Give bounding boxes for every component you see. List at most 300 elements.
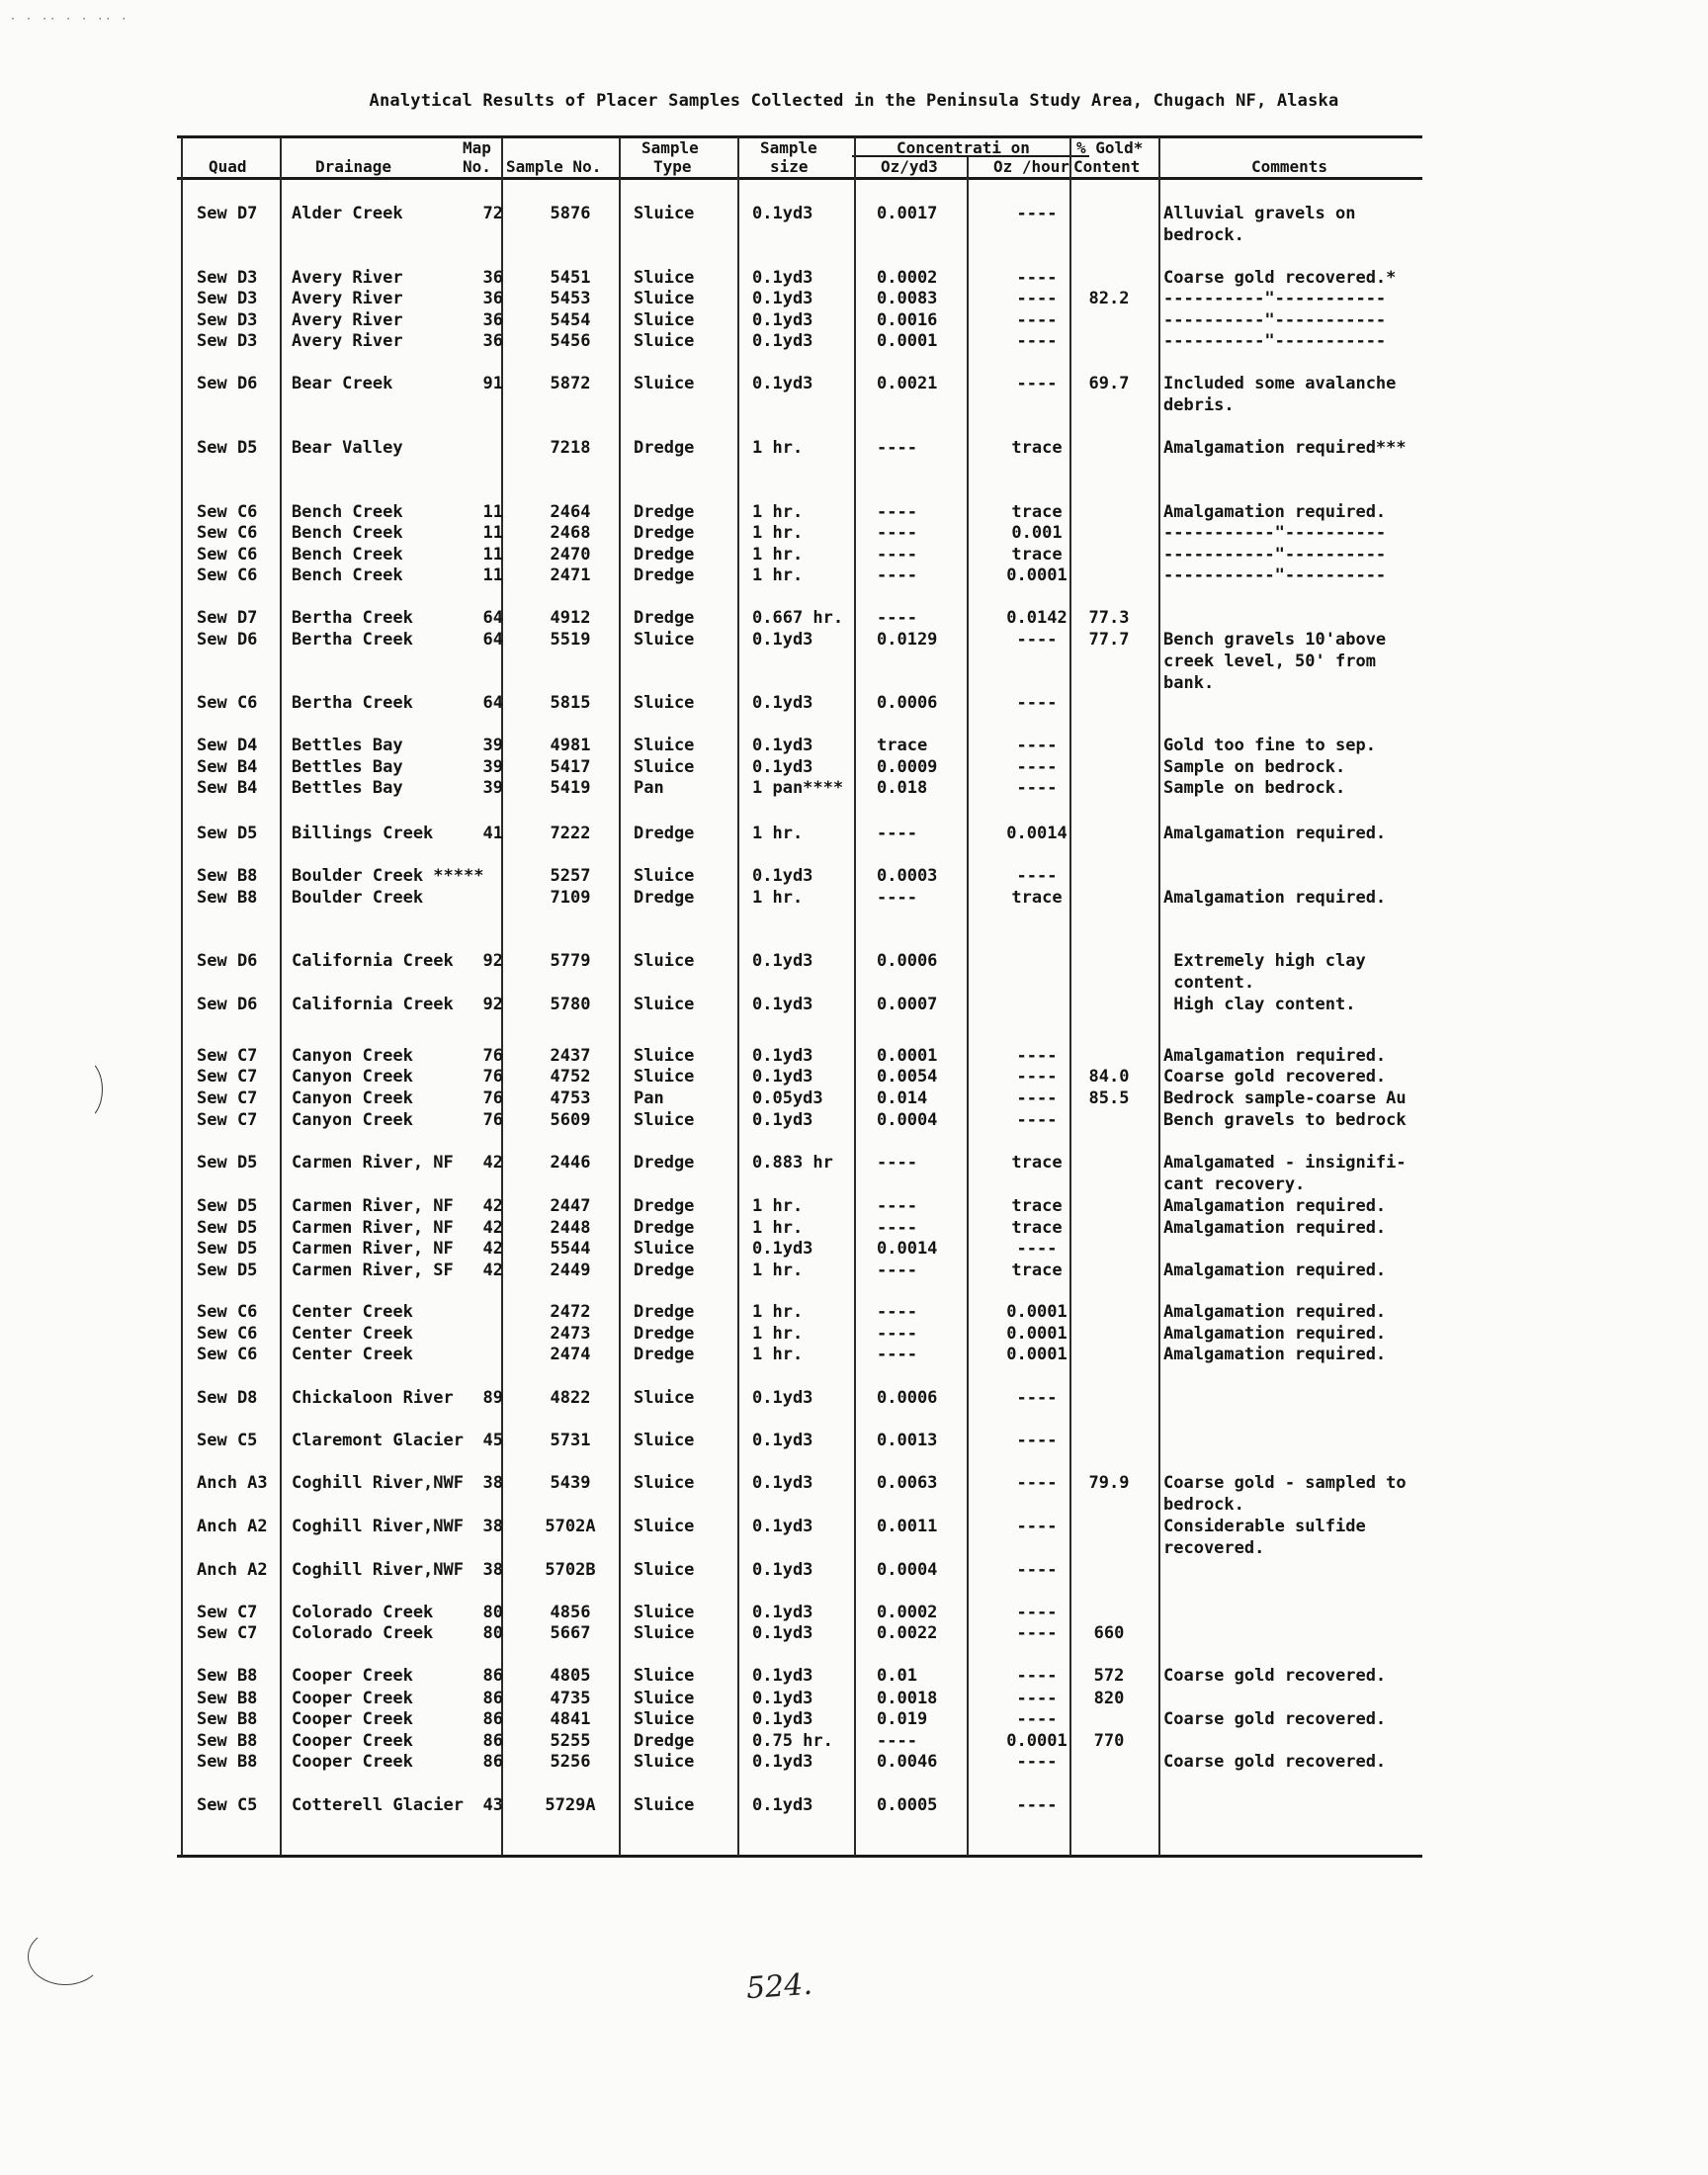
cell-sample-size: 0.1yd3 <box>752 1517 813 1536</box>
cell-comment-continued: bedrock. <box>1163 1495 1244 1515</box>
cell-sample-size: 1 hr. <box>752 824 804 843</box>
cell-oz-per-yd3: 0.0063 <box>877 1473 938 1493</box>
cell-comment: Amalgamation required. <box>1163 1324 1387 1344</box>
cell-quad: Sew C6 <box>197 1345 258 1364</box>
cell-drainage: Bertha Creek <box>292 693 413 713</box>
header-sample-size-2: size <box>770 157 809 176</box>
cell-drainage: California Creek <box>292 995 454 1014</box>
cell-oz-per-hour: ---- <box>1016 757 1058 777</box>
cell-sample-size: 1 hr. <box>752 1324 804 1344</box>
table-row <box>177 267 1422 289</box>
cell-oz-per-hour: trace <box>1011 438 1063 458</box>
cell-sample-no: 5609 <box>550 1110 591 1130</box>
cell-sample-no: 4735 <box>550 1689 591 1708</box>
cell-oz-per-yd3: 0.0006 <box>877 951 938 971</box>
cell-comment: -----------"---------- <box>1163 523 1387 543</box>
cell-sample-type: Dredge <box>634 566 695 585</box>
cell-map-no: 86 <box>482 1666 503 1686</box>
cell-sample-type: Sluice <box>634 1795 695 1815</box>
cell-sample-type: Sluice <box>634 951 695 971</box>
table-row <box>177 1195 1422 1217</box>
cell-map-no: 89 <box>482 1388 503 1408</box>
cell-quad: Sew D6 <box>197 374 258 393</box>
cell-map-no: 42 <box>482 1261 503 1280</box>
cell-sample-type: Dredge <box>634 1153 695 1173</box>
cell-oz-per-hour: ---- <box>1016 268 1058 288</box>
cell-gold-content: 820 <box>1093 1689 1125 1708</box>
cell-quad: Sew B8 <box>197 866 258 886</box>
cell-sample-no: 4981 <box>550 736 591 755</box>
cell-sample-type: Dredge <box>634 824 695 843</box>
cell-sample-type: Sluice <box>634 289 695 308</box>
cell-quad: Anch A2 <box>197 1560 268 1580</box>
cell-map-no: 92 <box>482 995 503 1014</box>
cell-sample-no: 5779 <box>550 951 591 971</box>
cell-sample-type: Sluice <box>634 995 695 1014</box>
cell-sample-size: 0.1yd3 <box>752 1623 813 1643</box>
cell-sample-type: Sluice <box>634 1623 695 1643</box>
table-row <box>177 950 1422 993</box>
cell-quad: Sew C6 <box>197 566 258 585</box>
cell-sample-type: Dredge <box>634 888 695 908</box>
table-row <box>177 1088 1422 1109</box>
cell-sample-no: 7109 <box>550 888 591 908</box>
cell-quad: Sew B8 <box>197 1731 258 1751</box>
cell-sample-no: 5729A <box>545 1795 596 1815</box>
cell-drainage: Chickaloon River <box>292 1388 454 1408</box>
cell-map-no: 42 <box>482 1218 503 1238</box>
cell-drainage: Carmen River, SF <box>292 1261 454 1280</box>
cell-sample-type: Sluice <box>634 693 695 713</box>
cell-oz-per-yd3: ---- <box>877 1302 917 1322</box>
cell-quad: Sew C6 <box>197 693 258 713</box>
cell-gold-content: 69.7 <box>1088 374 1130 393</box>
cell-oz-per-hour: trace <box>1011 545 1063 565</box>
header-sample-type-1: Sample <box>641 138 699 157</box>
cell-drainage: Center Creek <box>292 1324 413 1344</box>
cell-sample-type: Sluice <box>634 736 695 755</box>
cell-drainage: Bertha Creek <box>292 608 413 628</box>
cell-map-no: 42 <box>482 1153 503 1173</box>
cell-sample-size: 1 hr. <box>752 502 804 522</box>
punch-hole-mark <box>28 1928 103 1985</box>
cell-comment-continued: creek level, 50' from <box>1163 652 1376 671</box>
table-row <box>177 309 1422 331</box>
table-row <box>177 1430 1422 1451</box>
table-row <box>177 330 1422 352</box>
cell-oz-per-hour: ---- <box>1016 778 1058 798</box>
cell-sample-type: Pan <box>634 778 664 798</box>
cell-map-no: 41 <box>482 824 503 843</box>
cell-oz-per-yd3: 0.0004 <box>877 1560 938 1580</box>
cell-oz-per-yd3: ---- <box>877 566 917 585</box>
cell-oz-per-hour: ---- <box>1016 1795 1058 1815</box>
header-sample-size-1: Sample <box>760 138 817 157</box>
results-table <box>177 135 1422 1857</box>
cell-sample-no: 5419 <box>550 778 591 798</box>
cell-sample-type: Sluice <box>634 1046 695 1066</box>
cell-map-no: 11 <box>482 566 503 585</box>
cell-sample-type: Sluice <box>634 268 695 288</box>
cell-sample-no: 5702A <box>545 1517 596 1536</box>
cell-map-no: 92 <box>482 951 503 971</box>
cell-quad: Sew C5 <box>197 1431 258 1450</box>
cell-oz-per-yd3: 0.0021 <box>877 374 938 393</box>
cell-sample-no: 5872 <box>550 374 591 393</box>
cell-map-no: 38 <box>482 1473 503 1493</box>
cell-sample-size: 0.1yd3 <box>752 268 813 288</box>
cell-oz-per-yd3: ---- <box>877 1324 917 1344</box>
cell-oz-per-hour: ---- <box>1016 1752 1058 1772</box>
cell-drainage: Bear Creek <box>292 374 393 393</box>
cell-map-no: 45 <box>482 1431 503 1450</box>
cell-gold-content: 572 <box>1093 1666 1125 1686</box>
cell-sample-no: 2470 <box>550 545 591 565</box>
table-row <box>177 1794 1422 1816</box>
cell-sample-no: 2473 <box>550 1324 591 1344</box>
cell-drainage: Cooper Creek <box>292 1731 413 1751</box>
cell-oz-per-yd3: ---- <box>877 1731 917 1751</box>
cell-sample-size: 0.883 hr <box>752 1153 833 1173</box>
cell-quad: Sew C6 <box>197 523 258 543</box>
scan-specks: · · ·· · · ·· · <box>10 14 129 25</box>
cell-map-no: 76 <box>482 1046 503 1066</box>
table-row <box>177 865 1422 887</box>
cell-sample-no: 2447 <box>550 1196 591 1216</box>
cell-oz-per-hour: ---- <box>1016 693 1058 713</box>
cell-comment: Bedrock sample-coarse Au <box>1163 1088 1407 1108</box>
cell-quad: Sew C6 <box>197 1302 258 1322</box>
cell-comment: Coarse gold - sampled to <box>1163 1473 1407 1493</box>
cell-sample-type: Sluice <box>634 1752 695 1772</box>
table-row <box>177 1622 1422 1644</box>
cell-map-no: 36 <box>482 268 503 288</box>
cell-drainage: Carmen River, NF <box>292 1218 454 1238</box>
cell-quad: Sew B8 <box>197 1666 258 1686</box>
cell-comment: Coarse gold recovered.* <box>1163 268 1397 288</box>
cell-sample-no: 5451 <box>550 268 591 288</box>
cell-map-no: 38 <box>482 1560 503 1580</box>
cell-map-no: 11 <box>482 545 503 565</box>
cell-comment: -----------"---------- <box>1163 566 1387 585</box>
cell-oz-per-hour: ---- <box>1016 1110 1058 1130</box>
cell-quad: Sew D5 <box>197 1239 258 1259</box>
table-row <box>177 1602 1422 1623</box>
cell-sample-no: 2468 <box>550 523 591 543</box>
cell-drainage: Cooper Creek <box>292 1689 413 1708</box>
cell-drainage: Bettles Bay <box>292 736 403 755</box>
cell-oz-per-hour: ---- <box>1016 1689 1058 1708</box>
cell-comment: -----------"---------- <box>1163 545 1387 565</box>
cell-comment: Extremely high clay <box>1163 951 1366 971</box>
cell-quad: Sew D5 <box>197 1218 258 1238</box>
page-number: 524. <box>744 1966 813 2007</box>
cell-oz-per-hour: ---- <box>1016 289 1058 308</box>
cell-sample-no: 5667 <box>550 1623 591 1643</box>
cell-quad: Sew C7 <box>197 1067 258 1087</box>
cell-oz-per-hour: ---- <box>1016 1603 1058 1622</box>
cell-oz-per-yd3: 0.014 <box>877 1088 928 1108</box>
cell-map-no: 36 <box>482 331 503 351</box>
table-row <box>177 1301 1422 1323</box>
cell-oz-per-yd3: 0.0009 <box>877 757 938 777</box>
cell-sample-size: 0.1yd3 <box>752 1752 813 1772</box>
table-row <box>177 1260 1422 1281</box>
cell-comment: Amalgamation required. <box>1163 888 1387 908</box>
table-row <box>177 1516 1422 1558</box>
cell-sample-size: 0.1yd3 <box>752 736 813 755</box>
cell-quad: Sew B8 <box>197 1689 258 1708</box>
cell-oz-per-yd3: ---- <box>877 608 917 628</box>
cell-sample-no: 4805 <box>550 1666 591 1686</box>
cell-sample-no: 5255 <box>550 1731 591 1751</box>
table-row <box>177 1238 1422 1260</box>
cell-quad: Sew D3 <box>197 268 258 288</box>
cell-comment-continued: bedrock. <box>1163 225 1244 245</box>
table-row <box>177 692 1422 714</box>
cell-sample-size: 0.1yd3 <box>752 374 813 393</box>
cell-quad: Sew D3 <box>197 289 258 308</box>
cell-sample-size: 0.1yd3 <box>752 1067 813 1087</box>
table-row <box>177 544 1422 566</box>
cell-drainage: Avery River <box>292 268 403 288</box>
cell-sample-no: 5256 <box>550 1752 591 1772</box>
cell-quad: Sew D6 <box>197 951 258 971</box>
table-row <box>177 437 1422 459</box>
cell-sample-size: 0.1yd3 <box>752 951 813 971</box>
cell-comment: Sample on bedrock. <box>1163 778 1346 798</box>
cell-map-no: 38 <box>482 1517 503 1536</box>
cell-drainage: Cotterell Glacier <box>292 1795 464 1815</box>
cell-map-no: 64 <box>482 630 503 650</box>
table-row <box>177 1665 1422 1687</box>
cell-oz-per-hour: ---- <box>1016 374 1058 393</box>
cell-oz-per-yd3: 0.0007 <box>877 995 938 1014</box>
cell-map-no: 86 <box>482 1709 503 1729</box>
header-sample-type-2: Type <box>653 157 692 176</box>
cell-map-no: 36 <box>482 289 503 308</box>
cell-sample-no: 5702B <box>545 1560 596 1580</box>
cell-sample-size: 0.1yd3 <box>752 1560 813 1580</box>
cell-drainage: Cooper Creek <box>292 1666 413 1686</box>
cell-comment: Considerable sulfide <box>1163 1517 1366 1536</box>
cell-comment: Alluvial gravels on <box>1163 204 1356 223</box>
table-row <box>177 1344 1422 1365</box>
cell-oz-per-hour: ---- <box>1016 1666 1058 1686</box>
cell-quad: Sew D6 <box>197 995 258 1014</box>
table-row <box>177 501 1422 523</box>
table-row <box>177 777 1422 799</box>
cell-sample-no: 4912 <box>550 608 591 628</box>
cell-comment: Amalgamation required. <box>1163 1302 1387 1322</box>
cell-oz-per-yd3: 0.0022 <box>877 1623 938 1643</box>
cell-oz-per-yd3: ---- <box>877 438 917 458</box>
cell-oz-per-yd3: ---- <box>877 1196 917 1216</box>
header-map-no-1: Map <box>463 138 491 157</box>
table-row <box>177 288 1422 309</box>
cell-oz-per-hour: trace <box>1011 1218 1063 1238</box>
cell-oz-per-yd3: 0.0001 <box>877 1046 938 1066</box>
cell-sample-size: 0.1yd3 <box>752 1473 813 1493</box>
cell-sample-no: 2464 <box>550 502 591 522</box>
cell-drainage: Cooper Creek <box>292 1752 413 1772</box>
cell-quad: Sew D3 <box>197 310 258 330</box>
header-quad: Quad <box>209 157 247 176</box>
cell-oz-per-hour: 0.0001 <box>1006 1324 1068 1344</box>
table-row <box>177 1688 1422 1709</box>
cell-drainage: Colorado Creek <box>292 1623 434 1643</box>
cell-drainage: Bench Creek <box>292 566 403 585</box>
table-row <box>177 994 1422 1015</box>
document-title: Analytical Results of Placer Samples Collected in the Peninsula Study Area, Chugach NF, Alaska <box>369 91 1339 111</box>
cell-sample-no: 5454 <box>550 310 591 330</box>
header-sample-no: Sample No. <box>506 157 602 176</box>
cell-drainage: Bench Creek <box>292 502 403 522</box>
cell-sample-no: 2449 <box>550 1261 591 1280</box>
cell-sample-size: 0.1yd3 <box>752 1709 813 1729</box>
cell-quad: Sew C7 <box>197 1603 258 1622</box>
cell-comment: Included some avalanche <box>1163 374 1397 393</box>
cell-quad: Sew B4 <box>197 778 258 798</box>
cell-sample-no: 5544 <box>550 1239 591 1259</box>
cell-gold-content: 77.3 <box>1088 608 1130 628</box>
cell-map-no: 11 <box>482 502 503 522</box>
cell-gold-content: 770 <box>1093 1731 1125 1751</box>
table-row <box>177 756 1422 778</box>
cell-oz-per-hour: 0.0001 <box>1006 566 1068 585</box>
cell-sample-size: 0.05yd3 <box>752 1088 823 1108</box>
cell-sample-size: 1 hr. <box>752 523 804 543</box>
cell-sample-type: Dredge <box>634 1345 695 1364</box>
cell-quad: Sew C6 <box>197 545 258 565</box>
header-oz-hour: Oz /hour <box>993 157 1070 176</box>
cell-oz-per-yd3: 0.01 <box>877 1666 917 1686</box>
cell-sample-size: 0.1yd3 <box>752 1239 813 1259</box>
cell-sample-type: Dredge <box>634 1731 695 1751</box>
cell-sample-no: 5780 <box>550 995 591 1014</box>
cell-sample-type: Dredge <box>634 608 695 628</box>
cell-map-no: 80 <box>482 1623 503 1643</box>
cell-sample-no: 4822 <box>550 1388 591 1408</box>
cell-quad: Anch A2 <box>197 1517 268 1536</box>
cell-drainage: Carmen River, NF <box>292 1196 454 1216</box>
cell-drainage: Carmen River, NF <box>292 1153 454 1173</box>
cell-sample-no: 5439 <box>550 1473 591 1493</box>
cell-sample-no: 5731 <box>550 1431 591 1450</box>
cell-comment: High clay content. <box>1163 995 1356 1014</box>
cell-drainage: Cooper Creek <box>292 1709 413 1729</box>
cell-sample-no: 5519 <box>550 630 591 650</box>
table-row <box>177 629 1422 693</box>
cell-oz-per-yd3: 0.019 <box>877 1709 928 1729</box>
cell-map-no: 76 <box>482 1088 503 1108</box>
cell-sample-no: 4753 <box>550 1088 591 1108</box>
cell-drainage: Bertha Creek <box>292 630 413 650</box>
cell-sample-type: Dredge <box>634 1196 695 1216</box>
cell-sample-size: 0.1yd3 <box>752 310 813 330</box>
cell-oz-per-hour: trace <box>1011 1153 1063 1173</box>
cell-quad: Sew C7 <box>197 1088 258 1108</box>
cell-drainage: Canyon Creek <box>292 1067 413 1087</box>
cell-sample-size: 0.1yd3 <box>752 693 813 713</box>
cell-oz-per-yd3: 0.0001 <box>877 331 938 351</box>
table-row <box>177 1751 1422 1773</box>
cell-quad: Sew D5 <box>197 438 258 458</box>
cell-sample-no: 7222 <box>550 824 591 843</box>
cell-oz-per-hour: ---- <box>1016 310 1058 330</box>
cell-quad: Sew D5 <box>197 824 258 843</box>
table-row <box>177 887 1422 909</box>
cell-oz-per-yd3: ---- <box>877 545 917 565</box>
cell-drainage: Colorado Creek <box>292 1603 434 1622</box>
cell-drainage: Coghill River,NWF <box>292 1560 464 1580</box>
cell-oz-per-yd3: ---- <box>877 502 917 522</box>
cell-sample-type: Dredge <box>634 1218 695 1238</box>
cell-sample-size: 0.1yd3 <box>752 1603 813 1622</box>
cell-oz-per-yd3: trace <box>877 736 928 755</box>
cell-oz-per-hour: ---- <box>1016 1473 1058 1493</box>
cell-sample-size: 0.1yd3 <box>752 1689 813 1708</box>
cell-comment: ----------"----------- <box>1163 310 1387 330</box>
header-map-no-2: No. <box>463 157 491 176</box>
table-row <box>177 735 1422 756</box>
cell-oz-per-yd3: 0.0004 <box>877 1110 938 1130</box>
cell-quad: Sew C7 <box>197 1046 258 1066</box>
cell-sample-size: 1 hr. <box>752 566 804 585</box>
cell-sample-size: 1 hr. <box>752 888 804 908</box>
cell-gold-content: 85.5 <box>1088 1088 1130 1108</box>
table-row <box>177 1045 1422 1067</box>
cell-sample-type: Sluice <box>634 1431 695 1450</box>
cell-comment: Amalgamation required*** <box>1163 438 1407 458</box>
cell-sample-no: 5417 <box>550 757 591 777</box>
cell-sample-size: 1 hr. <box>752 1218 804 1238</box>
table-row <box>177 607 1422 629</box>
cell-map-no: 86 <box>482 1689 503 1708</box>
table-row <box>177 1387 1422 1409</box>
cell-comment-continued: bank. <box>1163 673 1215 693</box>
cell-oz-per-yd3: 0.0013 <box>877 1431 938 1450</box>
cell-sample-no: 5876 <box>550 204 591 223</box>
table-row <box>177 1323 1422 1345</box>
cell-sample-no: 2472 <box>550 1302 591 1322</box>
table-row <box>177 1730 1422 1752</box>
cell-drainage: Avery River <box>292 331 403 351</box>
cell-sample-type: Sluice <box>634 1666 695 1686</box>
cell-quad: Sew B8 <box>197 1709 258 1729</box>
cell-sample-type: Sluice <box>634 1239 695 1259</box>
cell-drainage: Canyon Creek <box>292 1110 413 1130</box>
cell-gold-content: 79.9 <box>1088 1473 1130 1493</box>
cell-oz-per-yd3: 0.0016 <box>877 310 938 330</box>
cell-oz-per-yd3: 0.0003 <box>877 866 938 886</box>
cell-sample-type: Dredge <box>634 523 695 543</box>
cell-sample-size: 1 hr. <box>752 545 804 565</box>
cell-oz-per-hour: ---- <box>1016 1431 1058 1450</box>
cell-sample-type: Sluice <box>634 866 695 886</box>
cell-sample-type: Sluice <box>634 630 695 650</box>
cell-comment: Coarse gold recovered. <box>1163 1709 1387 1729</box>
cell-map-no: 86 <box>482 1731 503 1751</box>
cell-drainage: Carmen River, NF <box>292 1239 454 1259</box>
cell-quad: Sew D7 <box>197 608 258 628</box>
cell-oz-per-yd3: ---- <box>877 1261 917 1280</box>
table-row <box>177 522 1422 544</box>
cell-sample-type: Dredge <box>634 545 695 565</box>
cell-oz-per-yd3: ---- <box>877 888 917 908</box>
cell-oz-per-hour: 0.0001 <box>1006 1302 1068 1322</box>
cell-sample-size: 0.1yd3 <box>752 1795 813 1815</box>
